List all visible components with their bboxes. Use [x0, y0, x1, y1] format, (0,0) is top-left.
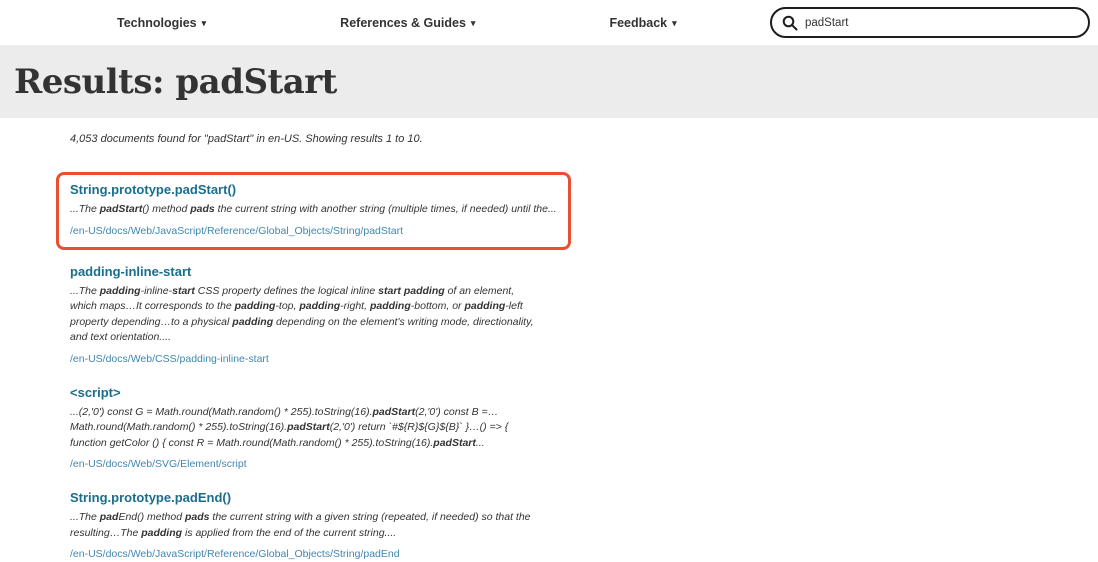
search-result — [70, 263, 540, 367]
search-result — [70, 384, 540, 473]
result-snippet: ...The padEnd() method pads the current string with a given string (repeated, if needed) so that the resulting…The padding is applied from the end of the current string.... — [70, 511, 531, 539]
top-navigation — [0, 0, 1098, 45]
result-title-link[interactable]: String.prototype.padStart() — [70, 182, 237, 197]
search-results — [0, 118, 1098, 562]
nav-menu-references-guides[interactable] — [340, 16, 475, 30]
result-title-link[interactable]: <script> — [70, 384, 121, 400]
search-result — [70, 489, 540, 562]
result-snippet: ...The padding-inline-start CSS property defines the logical inline start padding of an element, which maps…It corresponds to the padding-top, padding-right, padding-bottom, or padding-left property depending…to a physical padding depending on the element's writing mode, directionality, and text orientation.... — [70, 284, 534, 343]
nav-menu-technologies[interactable] — [117, 16, 206, 30]
result-title-link[interactable]: String.prototype.padEnd() — [70, 490, 232, 505]
result-url-link[interactable]: /en-US/docs/Web/SVG/Element/script — [70, 458, 247, 470]
page-title-band — [0, 45, 1098, 118]
result-snippet: ...The padStart() method pads the current string with another string (multiple times, if needed) until the... — [70, 203, 557, 215]
chevron-down-icon: ▾ — [672, 18, 677, 28]
result-url-link[interactable]: /en-US/docs/Web/JavaScript/Reference/Global_Objects/String/padStart — [70, 224, 404, 237]
page-title: Results: padStart — [14, 61, 337, 102]
nav-menu-label: Technologies — [117, 15, 197, 30]
result-snippet: ...(2,'0') const G = Math.round(Math.random() * 255).toString(16).padStart(2,'0') const B =… Math.round(Math.random() * 255).toString(16).padStart(2,'0') return `#${R}${G}${B}` }…() => { function getColor () { const R = Math.round(Math.random() * 255).toString(16).padStart... — [70, 405, 509, 449]
nav-menu-label: Feedback — [609, 15, 668, 30]
chevron-down-icon: ▾ — [470, 18, 476, 28]
results-count-summary: 4,053 documents found for "padStart" in en-US. Showing results 1 to 10. — [70, 133, 423, 145]
result-url-link[interactable]: /en-US/docs/Web/CSS/padding-inline-start — [70, 352, 269, 365]
search-input[interactable] — [805, 17, 1076, 29]
result-title-link[interactable]: padding-inline-start — [70, 263, 192, 279]
chevron-down-icon: ▾ — [201, 18, 207, 28]
search-icon — [782, 15, 798, 31]
site-search-box[interactable] — [770, 7, 1090, 38]
result-url-link[interactable]: /en-US/docs/Web/JavaScript/Reference/Global_Objects/String/padEnd — [70, 548, 400, 560]
search-result-highlighted — [56, 172, 571, 250]
nav-menu-feedback[interactable] — [609, 16, 676, 30]
nav-menu-label: References & Guides — [340, 15, 466, 30]
